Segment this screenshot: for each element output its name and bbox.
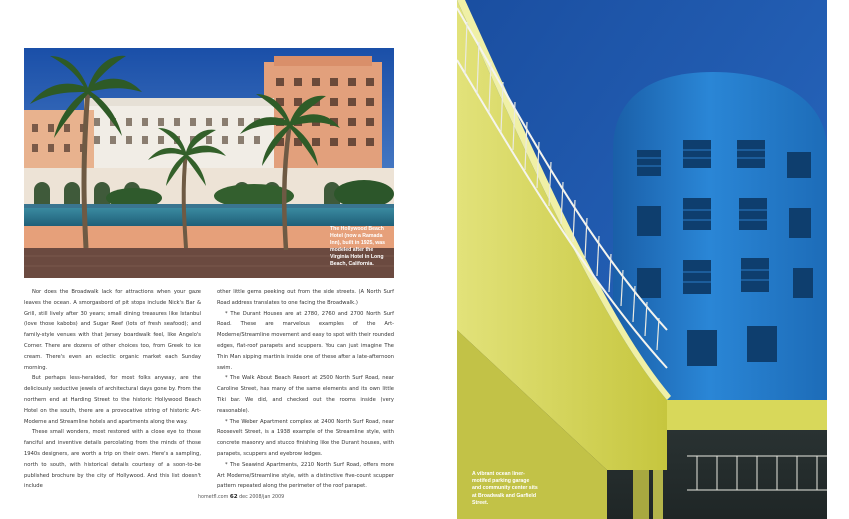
folio-site: hometfl.com bbox=[198, 495, 229, 500]
left-page bbox=[0, 0, 424, 519]
paragraph: Nor does the Broadwalk lack for attractions when your gaze leaves the ocean. A smorgasbord of pit stops include Nick's Bar & Grill, still lively after 30 years; small dining treasures like Istanbul (love those kabobs) and Sugar Reef (lots of fresh seafood); and family-style venues with that Jersey boardwalk feel, like Angelo's Corner. There are dozens of other choices too, from Greek to ice cream. There's even an eclectic organic market each Sunday morning. bbox=[24, 289, 201, 371]
list-entry: * The Walk About Beach Resort at 2500 North Surf Road, near Caroline Street, has many of the same elements and its own little Tiki bar. We did, and checked out the rooms inside (very reasonable). bbox=[217, 375, 394, 414]
page-number: 62 bbox=[229, 494, 238, 500]
list-entry: * The Durant Houses are at 2780, 2760 and 2700 North Surf Road. These are marvelous examples of the Art-Moderne/Streamline movement and easy to spot with their rounded edges, flat-roof parapets and scuppers. You can just imagine The Thin Man sipping martinis inside one of these after a late-afternoon swim. bbox=[217, 310, 394, 371]
article-column-2 bbox=[217, 287, 394, 492]
paragraph: These small wonders, most restored with a close eye to those fanciful and inventive details percolating from the minds of those 1940s designers, are worth a trip on their own. Here's a sampling, north to south, with historical details courtesy of a soon-to-be published brochure by the city of Hollywood. And this list doesn't include bbox=[24, 429, 201, 490]
right-page bbox=[457, 0, 827, 519]
list-entry: * The Seawind Apartments, 2210 North Surf Road, offers more Art Moderne/Streamline style, with a distinctive five-count scupper pattern repeated along the perimeter of the roof parapet. bbox=[217, 461, 394, 490]
folio-issue: dec 2008/jan 2009 bbox=[239, 495, 285, 500]
list-entry: * The Weber Apartment complex at 2400 North Surf Road, near Roosevelt Street, is a 1938 example of the Streamline style, with concrete masonry and stucco finishing like the Durant houses, with parapets, scuppers and eyebrow ledges. bbox=[217, 418, 394, 457]
page-folio bbox=[198, 494, 284, 500]
hotel-photo-caption: The Hollywood Beach Hotel (now a Ramada Inn), built in 1925, was modeled after the Virginia Hotel in Long Beach, California. bbox=[330, 226, 386, 267]
article-body bbox=[24, 287, 394, 490]
paragraph: But perhaps less-heralded, for most folks anyway, are the deliciously seductive jewels of architectural days gone by. From the northern end at Harding Street to the historic Hollywood Beach Hotel on the south, there are a provocative string of historic Art-Moderne and Streamline hotels and apartments along the way. bbox=[24, 375, 201, 425]
paragraph: other little gems peeking out from the side streets. (A North Surf Road address translates to one facing the Broadwalk.) bbox=[217, 289, 394, 306]
article-column-1 bbox=[24, 287, 201, 492]
garage-photo-caption: A vibrant ocean liner-motifed parking garage and community center sits at Broadwalk and Garfield Street. bbox=[472, 471, 538, 506]
garage-photo bbox=[457, 0, 827, 519]
